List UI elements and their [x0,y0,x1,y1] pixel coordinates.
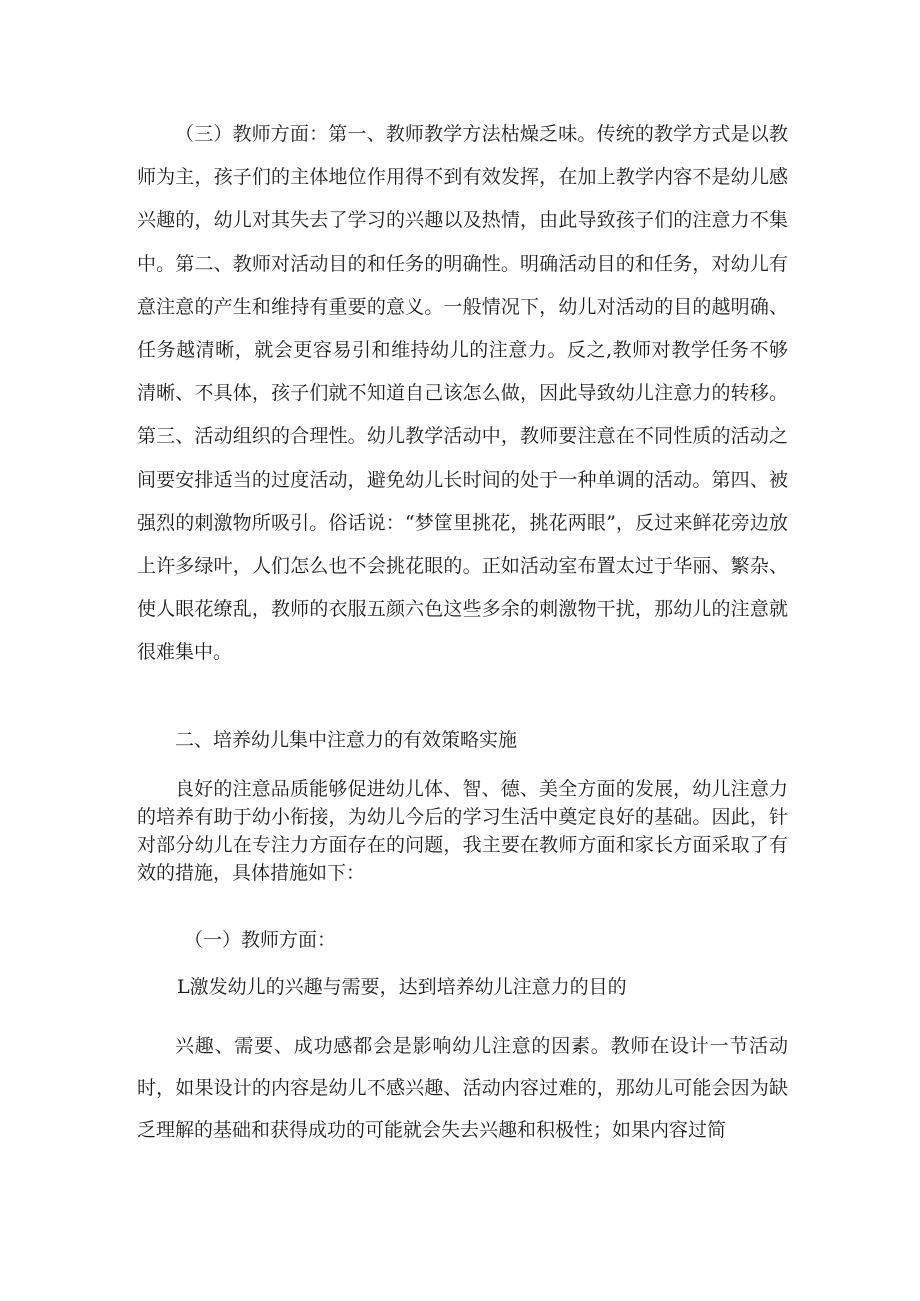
intro-paragraph: 良好的注意品质能够促进幼儿体、智、德、美全方面的发展，幼儿注意力的培养有助于幼小衔接，为幼儿今后的学习生活中奠定良好的基础。因此，针对部分幼儿在专注力方面存在的问题，我主要在教师方面和家长方面采取了有效的措施，具体措施如下： [137,778,788,884]
subheading-teacher: （一）教师方面： [184,929,337,951]
section-three-paragraph: （三）教师方面：第一、教师教学方法枯燥乏味。传统的教学方式是以教师为主，孩子们的主体地位作用得不到有效发挥，在加上教学内容不是幼儿感兴趣的，幼儿对其失去了学习的兴趣以及热情，由此导致孩子们的注意力不集中。第二、教师对活动目的和任务的明确性。明确活动目的和任务，对幼儿有意注意的产生和维持有重要的意义。一般情况下，幼儿对活动的目的越明确、任务越清晰，就会更容易引和维持幼儿的注意力。反之,教师对教学任务不够清晰、不具体，孩子们就不知道自己该怎么做，因此导致幼儿注意力的转移。第三、活动组织的合理性。幼儿教学活动中，教师要注意在不同性质的活动之间要安排适当的过度活动，避免幼儿长时间的处于一种单调的活动。第四、被强烈的刺激物所吸引。俗话说：“梦筐里挑花，挑花两眼”，反过来鲜花旁边放上许多绿叶，人们怎么也不会挑花眼的。正如活动室布置太过于华丽、繁杂、使人眼花缭乱，教师的衣服五颜六色这些多余的刺激物干扰，那幼儿的注意就很难集中。 [137,123,788,664]
heading-two: 二、培养幼儿集中注意力的有效策略实施 [175,729,518,751]
item-one-paragraph: 兴趣、需要、成功感都会是影响幼儿注意的因素。教师在设计一节活动时，如果设计的内容是幼儿不感兴趣、活动内容过难的，那幼儿可能会因为缺乏理解的基础和获得成功的可能就会失去兴趣和积极性；如果内容过简 [137,1035,788,1141]
item-one-title: L激发幼儿的兴趣与需要，达到培养幼儿注意力的目的 [177,976,627,998]
